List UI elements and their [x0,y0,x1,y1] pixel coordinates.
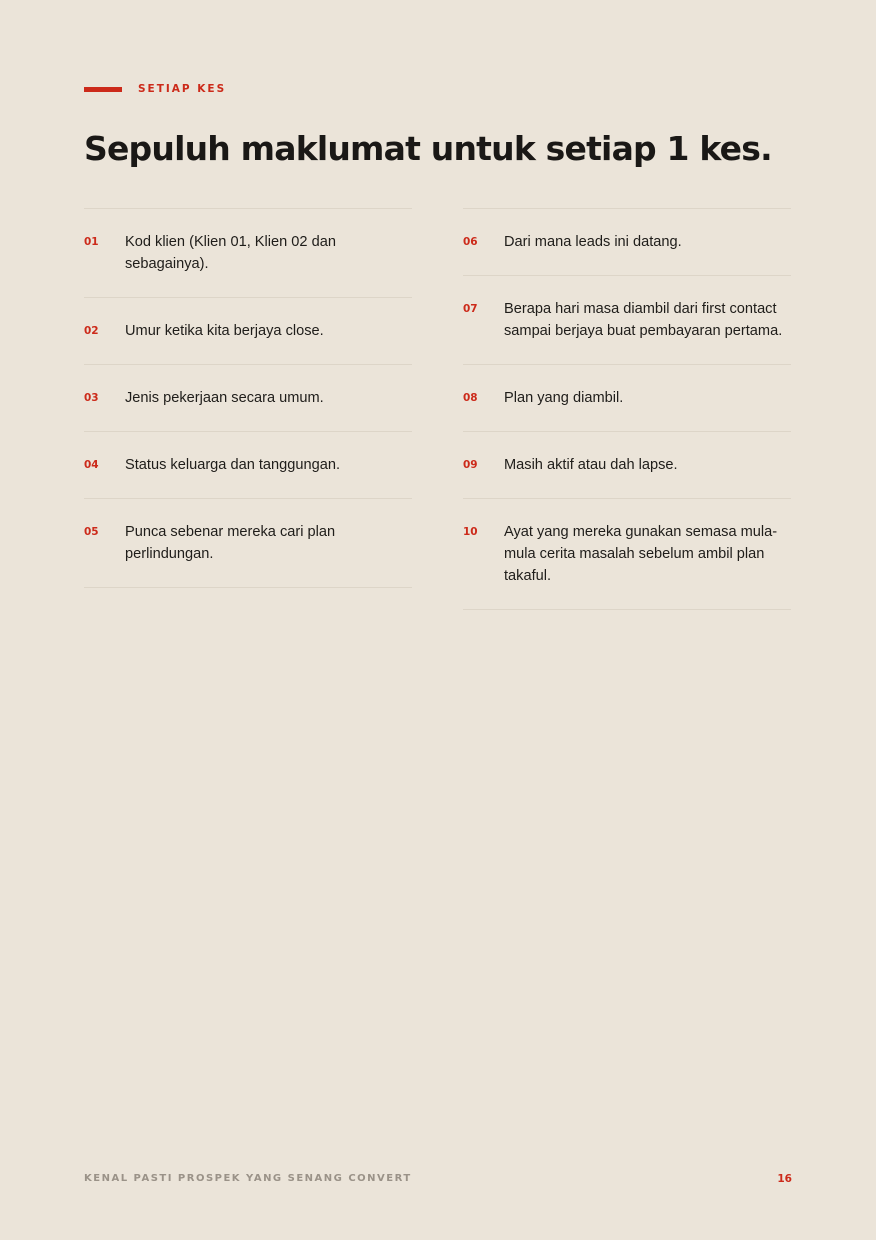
list-item [84,298,412,365]
item-text: Status keluarga dan tanggungan. [125,457,341,473]
list-item [84,499,412,588]
item-text: Jenis pekerjaan secara umum. [125,390,324,406]
section-kicker [84,80,226,98]
item-number: 02 [84,325,99,337]
item-number: 09 [463,459,478,471]
list-item [463,365,791,432]
checklist-left-column [84,208,412,588]
item-text: Plan yang diambil. [504,390,624,406]
list-item [463,276,791,365]
item-text: Berapa hari masa diambil dari first contact sampai berjaya buat pembayaran pertama. [504,301,783,339]
kicker-label: SETIAP KES [138,83,227,95]
item-text: Masih aktif atau dah lapse. [504,457,678,473]
item-text: Punca sebenar mereka cari plan perlindungan. [125,524,336,562]
item-text: Ayat yang mereka gunakan semasa mula-mula cerita masalah sebelum ambil plan takaful. [504,524,778,584]
item-text: Kod klien (Klien 01, Klien 02 dan sebagainya). [125,234,336,272]
item-number: 08 [463,392,478,404]
accent-bar [84,87,122,92]
item-number: 04 [84,459,99,471]
item-text: Dari mana leads ini datang. [504,234,682,250]
item-number: 01 [84,236,99,248]
item-number: 05 [84,526,99,538]
item-number: 10 [463,526,478,538]
page-number: 16 [777,1173,792,1185]
item-number: 07 [463,303,478,315]
list-item [463,432,791,499]
checklist-right-column [463,208,791,610]
list-item [84,365,412,432]
list-item [463,499,791,610]
list-item [84,209,412,298]
page-title: Sepuluh maklumat untuk setiap 1 kes. [84,129,772,168]
footer-book-title: KENAL PASTI PROSPEK YANG SENANG CONVERT [84,1173,412,1184]
item-text: Umur ketika kita berjaya close. [125,323,324,339]
item-number: 06 [463,236,478,248]
list-item [84,432,412,499]
item-number: 03 [84,392,99,404]
list-item [463,209,791,276]
